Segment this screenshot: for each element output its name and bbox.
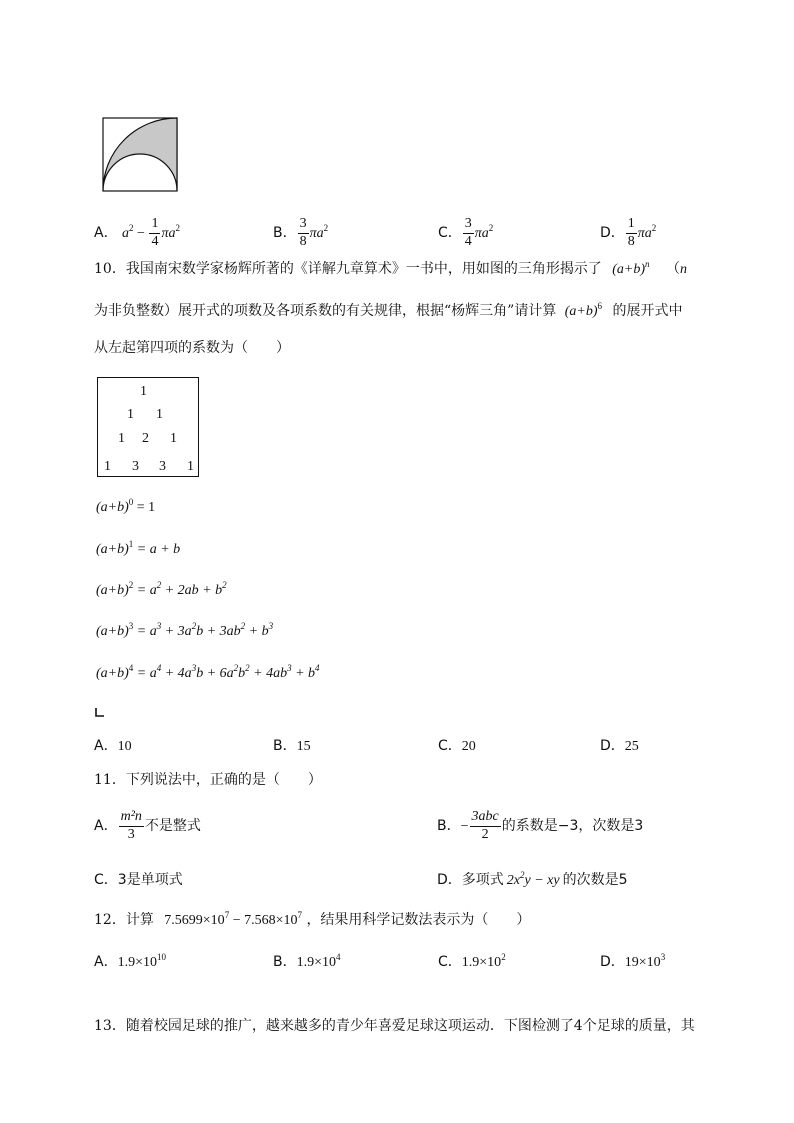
q11-option-a[interactable] <box>94 810 201 842</box>
option-base: 1.9×10 <box>461 955 502 970</box>
option-value: 10 <box>117 739 132 754</box>
option-value: 15 <box>296 739 311 754</box>
option-letter: D． <box>600 225 625 242</box>
q9-option-b[interactable] <box>273 217 328 249</box>
q12-option-c[interactable] <box>438 952 506 970</box>
expansion-lhs: (a+b) <box>96 500 129 515</box>
math-var: n <box>680 262 687 277</box>
q10-option-d[interactable] <box>600 739 639 754</box>
q9-option-a[interactable] <box>94 217 180 249</box>
fraction-numerator: 1 <box>626 217 637 234</box>
expansion-lhs: (a+b) <box>96 583 129 598</box>
quarter-circle-figure <box>102 117 179 193</box>
expansion-0 <box>96 497 156 515</box>
q12-text: ，结果用科学记数法表示为（ ） <box>306 912 531 928</box>
exponent: 2 <box>128 580 134 590</box>
fraction-denominator: 4 <box>464 233 472 249</box>
triangle-number: 1 <box>140 384 147 399</box>
math-term: πa <box>637 226 652 242</box>
option-letter: B． <box>273 738 297 754</box>
fraction <box>626 217 637 249</box>
q10-option-a[interactable] <box>94 739 132 754</box>
exponent: 2 <box>488 223 494 234</box>
fraction-numerator: 3 <box>463 217 474 234</box>
option-letter: A． <box>94 738 118 754</box>
exponent: 4 <box>336 952 341 962</box>
fraction <box>463 217 474 249</box>
exponent: 2 <box>651 223 657 234</box>
fraction-denominator: 2 <box>481 826 489 842</box>
q12-stem <box>94 910 531 928</box>
math-term: πa <box>161 226 176 242</box>
exponent: 3 <box>660 952 666 962</box>
triangle-number: 1 <box>156 407 163 422</box>
exponent: 10 <box>156 952 166 962</box>
math-term: πa <box>309 226 324 242</box>
exponent: n <box>645 259 650 269</box>
math-expression: $2x^2y$ − xy <box>506 870 560 888</box>
option-letter: A． <box>94 225 118 242</box>
q11-stem: 11．下列说法中，正确的是（ ） <box>94 772 322 788</box>
q10-text: 10．我国南宋数学家杨辉所著的《详解九章算术》一书中，用如图的三角形揭示了 <box>94 261 602 277</box>
q12-option-b[interactable] <box>273 952 341 970</box>
triangle-number: 1 <box>127 407 134 422</box>
q10-stem-line3: 从左起第四项的系数为（ ） <box>94 340 290 356</box>
option-letter: C． <box>94 872 118 888</box>
fraction <box>298 217 309 249</box>
option-text: 多项式 <box>461 872 504 888</box>
expansion-rhs: = $a^4 + 4a^3b + 6a^2b^2 + 4ab^3 + b^4$ <box>136 663 320 681</box>
option-letter: D． <box>600 954 625 970</box>
exponent: 4 <box>128 663 134 673</box>
option-text: 的次数是5 <box>562 872 628 888</box>
expansion-rhs: = $a^3 + 3a^2b + 3ab^2 + b^3$ <box>136 621 274 639</box>
option-letter: A． <box>94 818 118 835</box>
option-text: 的系数是−3，次数是3 <box>501 818 644 835</box>
math-expression: (a+b) <box>564 304 598 319</box>
expansion-4 <box>96 663 320 681</box>
option-text: 不是整式 <box>144 818 201 835</box>
fraction <box>119 810 144 842</box>
exponent: 6 <box>597 301 603 311</box>
option-letter: D． <box>600 738 625 754</box>
fraction-denominator: 8 <box>299 233 307 249</box>
expansion-2 <box>96 580 227 598</box>
option-text: 3是单项式 <box>117 872 183 888</box>
q12-option-d[interactable] <box>600 952 666 970</box>
triangle-number: 2 <box>142 431 149 446</box>
expansion-lhs: (a+b) <box>96 666 129 681</box>
option-letter: C． <box>438 954 462 970</box>
fraction-denominator: 3 <box>127 826 135 842</box>
q11-option-c[interactable] <box>94 873 183 887</box>
paren: （ <box>666 261 680 277</box>
option-value: 25 <box>624 739 639 754</box>
option-letter: C． <box>438 225 462 242</box>
option-base: 1.9×10 <box>117 955 157 970</box>
option-value: 20 <box>461 739 476 754</box>
triangle-number: 1 <box>118 431 125 446</box>
expansion-rhs: = 1 <box>136 500 156 515</box>
expansion-rhs: = $a^2 + 2ab + b^2$ <box>136 580 227 598</box>
q10-stem-line2 <box>94 301 683 319</box>
exponent: 2 <box>501 952 506 962</box>
option-base: 19×10 <box>624 955 661 970</box>
triangle-number: 1 <box>104 459 111 474</box>
exponent: 1 <box>128 539 134 549</box>
exponent: 2 <box>175 223 180 234</box>
triangle-number: 1 <box>187 459 194 474</box>
option-letter: B． <box>437 818 461 835</box>
q12-text: 12．计算 <box>94 912 154 928</box>
math-expression: $7.5699\times 10^7 - 7.568\times 10^7$ <box>164 910 302 928</box>
option-letter: B． <box>273 225 297 242</box>
exponent: 0 <box>128 497 134 507</box>
q9-option-c[interactable] <box>438 217 493 249</box>
triangle-number: 3 <box>132 459 139 474</box>
triangle-number: 1 <box>170 431 177 446</box>
fraction-denominator: 8 <box>627 233 635 249</box>
fraction-denominator: 4 <box>151 233 159 249</box>
expansion-3 <box>96 621 274 639</box>
q10-text: 的展开式中 <box>612 303 683 319</box>
minus-sign: − <box>460 819 469 835</box>
fraction-numerator: 3 <box>298 217 309 234</box>
q13-stem: 13．随着校园足球的推广，越来越多的青少年喜爱足球这项运动．下图检测了4个足球的质量，其 <box>94 1018 695 1034</box>
option-base: 1.9×10 <box>296 955 337 970</box>
math-term: πa <box>474 226 489 242</box>
q10-option-b[interactable] <box>273 739 311 754</box>
minus-sign: − <box>133 226 149 242</box>
option-letter: A． <box>94 954 118 970</box>
q11-option-b[interactable] <box>437 810 643 842</box>
fraction-numerator: 1 <box>149 217 160 234</box>
math-expression: (a+b) <box>612 262 646 277</box>
fraction <box>149 217 160 249</box>
triangle-number: 3 <box>159 459 166 474</box>
option-letter: C． <box>438 738 462 754</box>
yang-hui-triangle <box>97 377 199 477</box>
expansion-1 <box>96 539 181 557</box>
option-letter: B． <box>273 954 297 970</box>
math-term: a <box>122 226 130 242</box>
exponent: 2 <box>129 223 134 234</box>
q10-stem-line1 <box>94 259 687 277</box>
option-letter: D． <box>437 872 462 888</box>
fraction <box>470 810 501 842</box>
corner-mark-icon <box>95 708 105 717</box>
q10-text: 为非负整数）展开式的项数及各项系数的有关规律，根据“杨辉三角”请计算 <box>94 303 557 319</box>
expansion-lhs: (a+b) <box>96 624 129 639</box>
fraction-numerator: m²n <box>119 810 144 827</box>
q12-option-a[interactable] <box>94 952 166 970</box>
fraction-numerator: 3abc <box>470 810 501 827</box>
exponent: 3 <box>128 621 134 631</box>
q11-option-d[interactable] <box>437 870 628 888</box>
q9-option-d[interactable] <box>600 217 656 249</box>
expansion-rhs: = a + b <box>136 542 181 557</box>
expansion-lhs: (a+b) <box>96 542 129 557</box>
exponent: 2 <box>323 223 329 234</box>
q10-option-c[interactable] <box>438 739 476 754</box>
